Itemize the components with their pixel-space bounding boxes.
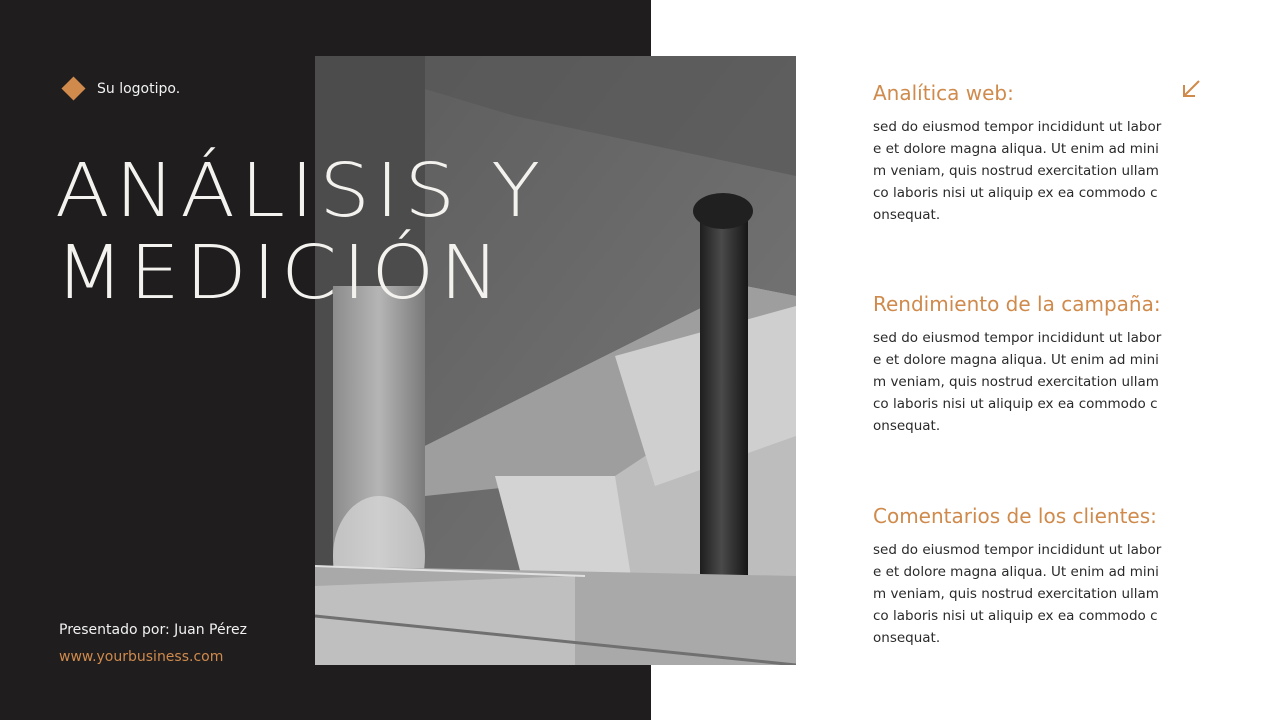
title-line-2: MEDICIÓN bbox=[55, 230, 505, 316]
section-web-analytics bbox=[873, 80, 1173, 226]
section-body: sed do eiusmod tempor incididunt ut labore et dolore magna aliqua. Ut enim ad minim veniam, quis nostrud exercitation ullamco laboris nisi ut aliquip ex ea commodo consequat. bbox=[873, 119, 1162, 223]
presenter-text: Presentado por: Juan Pérez bbox=[59, 622, 248, 638]
section-body: sed do eiusmod tempor incididunt ut labore et dolore magna aliqua. Ut enim ad minim veniam, quis nostrud exercitation ullamco laboris nisi ut aliquip ex ea commodo consequat. bbox=[873, 542, 1162, 646]
arrow-down-left-icon bbox=[1180, 78, 1202, 100]
logo-text: Su logotipo. bbox=[97, 80, 181, 97]
title-line-1: ANÁLISIS Y bbox=[55, 148, 546, 234]
section-heading: Comentarios de los clientes: bbox=[873, 504, 1157, 528]
page-title bbox=[55, 150, 545, 314]
diamond-logo-icon bbox=[61, 76, 85, 100]
logo bbox=[62, 80, 180, 97]
section-customer-feedback bbox=[873, 503, 1173, 649]
section-heading: Rendimiento de la campaña: bbox=[873, 292, 1161, 316]
section-campaign-performance bbox=[873, 291, 1173, 437]
section-heading: Analítica web: bbox=[873, 81, 1014, 105]
section-body: sed do eiusmod tempor incididunt ut labore et dolore magna aliqua. Ut enim ad minim veniam, quis nostrud exercitation ullamco laboris nisi ut aliquip ex ea commodo consequat. bbox=[873, 330, 1162, 434]
website-link[interactable]: www.yourbusiness.com bbox=[59, 649, 224, 665]
